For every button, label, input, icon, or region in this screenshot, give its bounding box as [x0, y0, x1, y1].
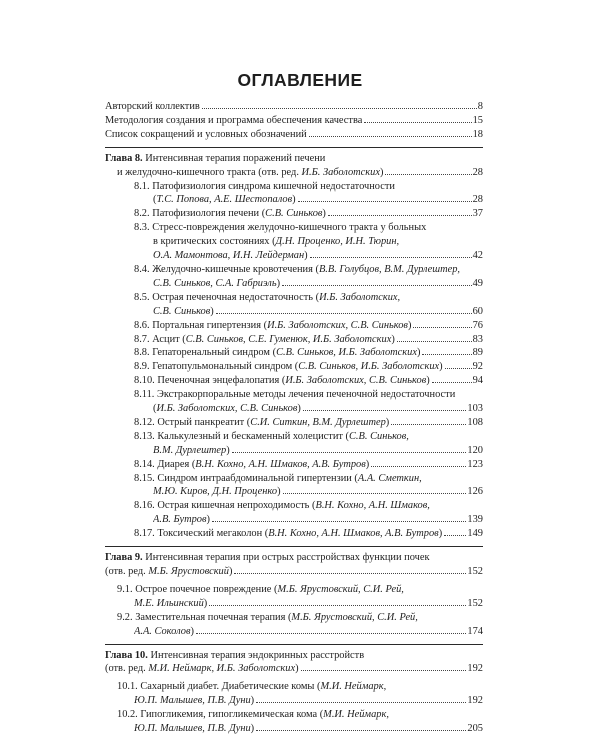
page-number: 28 [472, 166, 483, 178]
toc-entry[interactable]: 10.1. Сахарный диабет. Диабетические комы (М.И. Неймарк, Ю.П. Малышев, П.В. Дуни) 192 [117, 681, 483, 707]
page-number: 92 [472, 361, 483, 373]
page-number: 152 [467, 597, 483, 609]
chapter-9: Глава 9. Интенсивная терапия при острых расстройствах функции почек (отв. ред. М.Б. Ярустовский) 152 9.1. Острое почечное повреждение (М.Б. Ярустовский, С.И. Рей, М.Е. Ильинский) 152 9.2. Заместительная почечная терапия (М.Б. Ярустовский, С.И. Рей, А.А. Соколов) 174 [105, 552, 483, 637]
page-number: 174 [467, 625, 483, 637]
page-number: 192 [467, 695, 483, 707]
toc-entry-authors[interactable]: Авторский коллектив 8 [105, 101, 483, 112]
toc-entry[interactable]: 10.2. Гипогликемия, гипогликемическая кома (М.И. Неймарк, Ю.П. Малышев, П.В. Дуни) 205 [117, 709, 483, 735]
chapter-heading[interactable]: Глава 10. Интенсивная терапия эндокринных расстройств [105, 649, 365, 661]
toc-entry[interactable]: 8.12. Острый панкреатит (С.И. Ситкин, В.М. Дурлештер) 108 [134, 416, 483, 428]
page-number: 83 [472, 333, 483, 345]
page-number: 76 [472, 319, 483, 331]
toc-entry[interactable]: 8.1. Патофизиология синдрома кишечной недостаточности (Т.С. Попова, А.Е. Шестопалов) 28 [134, 180, 483, 206]
table-of-contents [105, 100, 483, 736]
chapter-heading[interactable]: Глава 9. Интенсивная терапия при острых расстройствах функции почек [105, 552, 430, 564]
toc-entry[interactable]: 8.14. Диарея (В.Н. Кохно, А.Н. Шмаков, А.В. Бутров) 123 [134, 458, 483, 470]
page-number: 49 [472, 277, 483, 289]
toc-entry[interactable]: 8.3. Стресс-повреждения желудочно-кишечного тракта у больных в критических состояниях (Д.Н. Проценко, И.Н. Тюрин, О.А. Мамонтова, И.Н. Лейдерман) 42 [134, 222, 483, 262]
page-number: 139 [467, 514, 483, 526]
page-number: 94 [472, 375, 483, 387]
toc-entry[interactable]: 8.4. Желудочно-кишечные кровотечения (В.В. Голубцов, В.М. Дурлештер, С.В. Синьков, С.А. Габриэль) 49 [134, 263, 483, 289]
chapter-heading[interactable]: Глава 8. Интенсивная терапия поражений печени [105, 152, 326, 164]
page-number: 89 [472, 347, 483, 359]
page-number: 152 [467, 566, 483, 577]
page-number: 37 [472, 208, 483, 220]
page-number: 120 [467, 444, 483, 456]
toc-entry[interactable]: 9.1. Острое почечное повреждение (М.Б. Ярустовский, С.И. Рей, М.Е. Ильинский) 152 [117, 583, 483, 609]
page-number: 8 [477, 101, 483, 112]
page-number: 18 [472, 128, 483, 140]
page-number: 103 [467, 403, 483, 415]
toc-entry[interactable]: 8.8. Гепаторенальный синдром (С.В. Синьков, И.Б. Заболотских) 89 [134, 347, 483, 359]
page-number: 192 [467, 663, 483, 675]
toc-entry-abbreviations[interactable]: Список сокращений и условных обозначений 18 [105, 128, 483, 140]
toc-entry-methodology[interactable]: Методология создания и программа обеспечения качества 15 [105, 114, 483, 126]
toc-entry[interactable]: 8.6. Портальная гипертензия (И.Б. Заболотских, С.В. Синьков) 76 [134, 319, 483, 331]
toc-entry[interactable]: 8.9. Гепатопульмональный синдром (С.В. Синьков, И.Б. Заболотских) 92 [134, 361, 483, 373]
divider [105, 546, 483, 547]
page-number: 126 [467, 486, 483, 498]
page-number: 42 [472, 250, 483, 262]
toc-entry[interactable]: 8.10. Печеночная энцефалопатия (И.Б. Заболотских, С.В. Синьков) 94 [134, 375, 483, 387]
toc-entry[interactable]: 8.2. Патофизиология печени (С.В. Синьков) 37 [134, 208, 483, 220]
page-title: ОГЛАВЛЕНИЕ [237, 70, 363, 90]
page-number: 28 [472, 194, 483, 206]
page-number: 205 [467, 723, 483, 735]
chapter-10: Глава 10. Интенсивная терапия эндокринных расстройств (отв. ред. М.И. Неймарк, И.Б. Заболотских) 192 10.1. Сахарный диабет. Диабетические комы (М.И. Неймарк, Ю.П. Малышев, П.В. Дуни) 192 10.2. Гипогликемия, гипогликемическая кома (М.И. Неймарк, Ю.П. Малышев, П.В. Дуни) 205 [105, 649, 483, 735]
toc-entry[interactable]: 8.11. Экстракорпоральные методы лечения печеночной недостаточности (И.Б. Заболотских, С.В. Синьков) 103 [134, 389, 483, 415]
chapter-8: Глава 8. Интенсивная терапия поражений печени и желудочно-кишечного тракта (отв. ред. И.Б. Заболотских) 28 8.1. Патофизиология синдрома кишечной недостаточности (Т.С. Попова, А.Е. Шестопалов) 28 8.2. Патофизиология печени (С.В. Синьков) 37 8.3. Стресс-повреждения желудочно-кишечного тракта у больных в критических состояниях (Д.Н. Проценко, И.Н. Тюрин, О.А. Мамонтова, И.Н. Лейдерман) 42 8.4. Желудочно-кишечные кровотечения (В.В. Голубцов, В.М. Дурлештер, С.В. Синьков, С.А. Габриэль) 49 8.5. Острая печеночная недостаточность (И.Б. Заболотских, С.В. Синьков) 60 8.6. Портальная гипертензия (И.Б. Заболотских, С.В. Синьков) 76 8.7. Асцит (С.В. Синьков, С.Е. Гуменюк, И.Б. Заболотских) 83 8.8. Гепаторенальный синдром (С.В. Синьков, И.Б. Заболотских) 89 8.9. Гепатопульмональный синдром (С.В. Синьков, И.Б. Заболотских) 92 8.10. Печеночная энцефалопатия (И.Б. Заболотских, С.В. Синьков) 94 8.11. Экстракорпоральные методы лечения печеночной недостаточности (И.Б. Заболотских, С.В. Синьков) 103 8.12. Острый панкреатит (С.И. Ситкин, В.М. Дурлештер) 108 8.13. Калькулезный и бескаменный холецистит (С.В. Синьков, В.М. Дурлештер) 120 8.14. Диарея (В.Н. Кохно, А.Н. Шмаков, А.В. Бутров) 123 8.15. Синдром интраабдоминальной гипертензии (А.А. Сметкин, М.Ю. Киров, Д.Н. Проценко) 126 8.16. Острая кишечная непроходимость (В.Н. Кохно, А.Н. Шмаков, А.В. Бутров) 139 8.17. Токсический мегаколон (В.Н. Кохно, А.Н. Шмаков, А.В. Бутров) 149 [105, 152, 483, 540]
page-number: 108 [467, 416, 483, 428]
toc-entry[interactable]: 8.5. Острая печеночная недостаточность (И.Б. Заболотских, С.В. Синьков) 60 [134, 291, 483, 317]
toc-entry[interactable]: 9.2. Заместительная почечная терапия (М.Б. Ярустовский, С.И. Рей, А.А. Соколов) 174 [117, 611, 483, 637]
divider [105, 147, 483, 148]
page-number: 15 [472, 114, 483, 126]
divider [105, 644, 483, 645]
toc-entry[interactable]: 8.7. Асцит (С.В. Синьков, С.Е. Гуменюк, И.Б. Заболотских) 83 [134, 333, 483, 345]
toc-entry[interactable]: 8.17. Токсический мегаколон (В.Н. Кохно, А.Н. Шмаков, А.В. Бутров) 149 [134, 528, 483, 540]
toc-entry[interactable]: 8.13. Калькулезный и бескаменный холецистит (С.В. Синьков, В.М. Дурлештер) 120 [134, 430, 483, 456]
page-number: 60 [472, 305, 483, 317]
toc-entry[interactable]: 8.15. Синдром интраабдоминальной гипертензии (А.А. Сметкин, М.Ю. Киров, Д.Н. Проценко) 126 [134, 472, 483, 498]
page-number: 123 [467, 458, 483, 470]
page-number: 149 [467, 528, 483, 540]
toc-entry[interactable]: 8.16. Острая кишечная непроходимость (В.Н. Кохно, А.Н. Шмаков, А.В. Бутров) 139 [134, 500, 483, 526]
